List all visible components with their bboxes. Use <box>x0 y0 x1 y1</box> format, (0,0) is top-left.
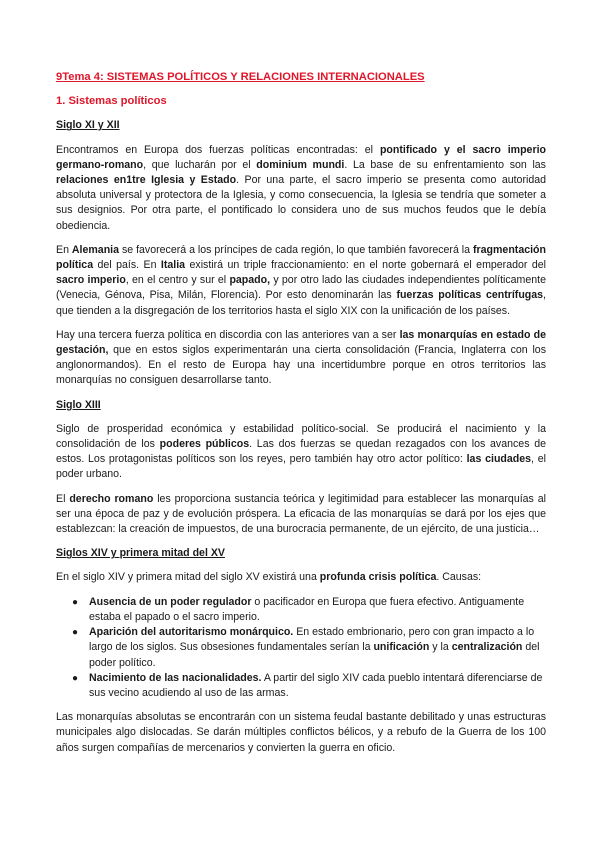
bold-term: fuerzas políticas centrífugas <box>396 289 544 302</box>
list-item <box>72 671 546 701</box>
paragraph <box>56 492 546 538</box>
text-run: del país. En <box>93 259 161 272</box>
bold-term: Aparición del autoritarismo monárquico. <box>89 626 294 639</box>
bold-term: relaciones en1tre Iglesia y Estado <box>56 174 237 187</box>
list-item-text <box>89 672 542 699</box>
bold-term: poderes públicos <box>159 438 250 451</box>
text-run: En estado embrionario, pero con gran impacto a lo largo de los siglos. Sus obsesiones fundamentales serían la <box>89 626 535 654</box>
text-run: . Causas: <box>436 571 482 584</box>
text-run: . Las dos fuerzas se quedan rezagados con los avances de estos. Los protagonistas políticos son los reyes, pero también hay otro actor político: <box>56 438 546 466</box>
bold-term: dominium mundi <box>256 158 345 171</box>
bold-term: unificación <box>373 641 430 654</box>
paragraph <box>56 710 546 756</box>
bold-term: Nacimiento de las nacionalidades. <box>89 671 262 684</box>
text-run: Siglo de prosperidad económica y estabilidad político-social. Se producirá el nacimiento y la consolidación de los <box>56 422 546 451</box>
bold-term: Italia <box>160 259 186 272</box>
bold-term: centralización <box>451 641 523 654</box>
paragraph <box>56 243 546 319</box>
paragraph <box>56 143 546 234</box>
list-item-text <box>89 626 539 668</box>
list-item-text <box>89 596 524 623</box>
bold-term: Alemania <box>71 243 120 256</box>
bold-term: papado, <box>229 274 271 287</box>
text-run: y la <box>429 641 452 654</box>
title-label: Tema 4: SISTEMAS POLÍTICOS Y RELACIONES INTERNACIONALES <box>62 71 425 83</box>
text-run: se favorecerá a los príncipes de cada región, lo que también favorecerá la <box>119 243 473 256</box>
text-run: existirá un triple fraccionamiento: en el norte gobernará el emperador del <box>185 259 546 272</box>
subheading-siglo-xi-xii: Siglo XI y XII <box>56 119 120 132</box>
causes-list <box>56 595 546 701</box>
bold-term: las monarquías en estado de gestación, <box>56 328 547 357</box>
bold-term: sacro imperio <box>56 274 126 287</box>
bold-term: pontificado y el sacro imperio germano-romano <box>56 143 546 171</box>
subheading-siglo-xiii: Siglo XIII <box>56 398 101 411</box>
text-run: Las monarquías absolutas se encontrarán con un sistema feudal bastante debilitado y unas estructuras municipales algo dislocadas. Se darán múltiples conflictos bélicos, y a rebufo de la Guerra de los 100 años surgen compañías de mercenarios y convierten la guerra en oficio. <box>56 711 546 754</box>
paragraph <box>56 328 546 389</box>
document-title <box>56 70 546 85</box>
text-run: que en estos siglos experimentarán una cierta consolidación (Francia, Inglaterra con los anglonormandos). En el resto de Europa hay una incertidumbre porque en otros territorios las monarquías no consiguen desarrollarse tanto. <box>56 344 546 387</box>
text-run: del poder político. <box>89 641 540 669</box>
text-run: En <box>56 243 72 256</box>
bold-term: Ausencia de un poder regulador <box>89 595 252 608</box>
bullet-icon: ● <box>72 596 79 608</box>
bullet-icon: ● <box>72 672 79 684</box>
bullet-icon: ● <box>72 627 79 639</box>
text-run: les proporciona sustancia teórica y legitimidad para establecer las monarquías al ser una época de paz y de evolución próspera. La eficacia de las monarquías se dará por los ejes que establezcan: la creación de impuestos, de una burocracia permanente, de un ejército, de una justicia… <box>56 492 546 536</box>
text-run: , el poder urbano. <box>56 453 546 481</box>
text-run: Hay una tercera fuerza política en discordia con las anteriores van a ser <box>56 328 400 341</box>
paragraph <box>56 570 546 585</box>
text-run: , que tienden a la disgregación de los territorios hasta el siglo XIX con la unificación de los países. <box>56 289 546 317</box>
bold-term: las ciudades <box>466 453 532 466</box>
text-run: , que lucharán por el <box>143 158 257 171</box>
paragraph <box>56 422 546 483</box>
list-item <box>72 625 546 671</box>
text-run: . Por una parte, el sacro imperio se presenta como autoridad absoluta universal y protectora de la Iglesia, y como consecuencia, la Iglesia se tendría que someter a sus designios. Por otra parte, el pontificado lo considera uno de sus muchos feudos que le debía obediencia. <box>56 174 546 232</box>
bold-term: derecho romano <box>69 492 154 505</box>
bold-term: profunda crisis política <box>319 571 437 584</box>
bold-term: fragmentación política <box>56 243 546 272</box>
text-run: . La base de su enfrentamiento son las <box>344 158 546 171</box>
text-run: y por otro lado las ciudades independientes políticamente (Venecia, Génova, Pisa, Milán, Florencia). Por esto denominarán las <box>56 274 546 302</box>
text-run: Encontramos en Europa dos fuerzas políticas encontradas: el <box>56 143 380 156</box>
text-run: El <box>56 492 70 505</box>
text-run: En el siglo XIV y primera mitad del siglo XV existirá una <box>56 571 320 584</box>
section-heading: 1. Sistemas políticos <box>56 95 167 108</box>
text-run: o pacificador en Europa que fuera efectivo. Antiguamente estaba el papado o el sacro imperio. <box>89 595 525 623</box>
title-number: 9 <box>56 71 63 83</box>
list-item <box>72 595 546 625</box>
document-page <box>56 70 546 765</box>
text-run: , en el centro y sur el <box>125 274 230 287</box>
text-run: A partir del siglo XIV cada pueblo intentará diferenciarse de sus vecino acudiendo al uso de las armas. <box>89 671 543 699</box>
subheading-siglos-xiv-xv: Siglos XIV y primera mitad del XV <box>56 547 225 560</box>
